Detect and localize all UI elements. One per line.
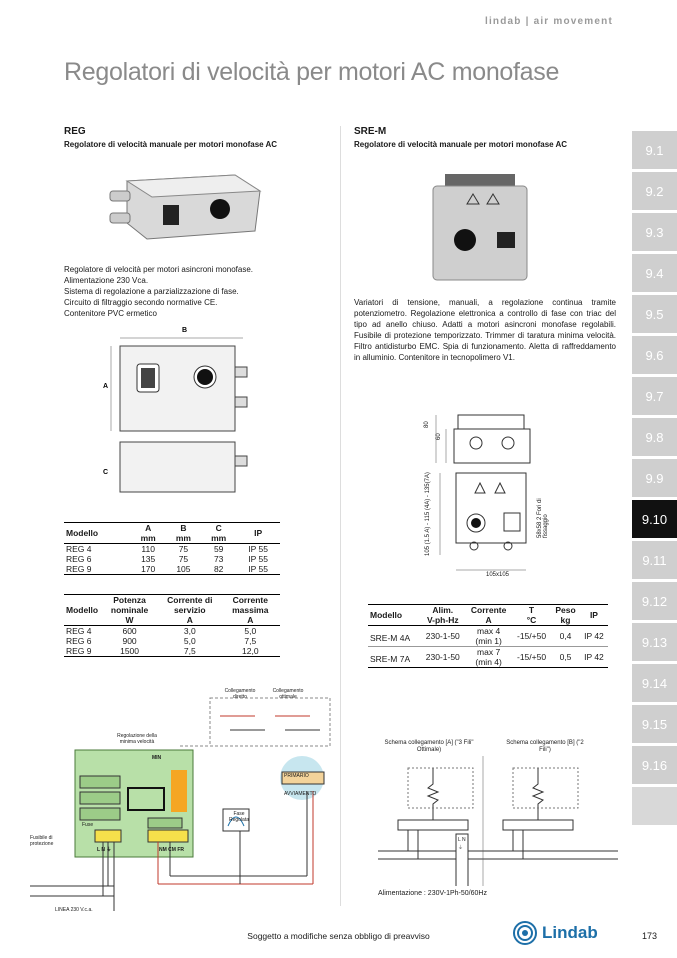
schema-b-label: Schema collegamento [B] ("2 Fili") [506, 740, 584, 753]
label-line: LINEA 230 V.c.a. [55, 907, 93, 913]
label-supply: Alimentazione : 230V-1Ph-50/60Hz [378, 890, 487, 897]
label-direct: Collegamento diretto [224, 688, 256, 700]
table-row: REG 6 135 75 73 IP 55 [66, 554, 268, 564]
dim-h2: 60 [436, 433, 442, 440]
tab-9-16[interactable]: 9.16 [632, 746, 677, 784]
th-power: Potenza nominale [110, 595, 149, 615]
th-current-max: Corrente massima [232, 595, 269, 615]
tab-9-15[interactable]: 9.15 [632, 705, 677, 743]
sre-schema-diagram [378, 756, 618, 886]
table-row: REG 4 600 3,0 5,0 [66, 626, 257, 636]
reg-product-photo [105, 167, 265, 247]
tab-9-11[interactable]: 9.11 [632, 541, 677, 579]
label-winding: AVVIAMENTO [284, 791, 317, 797]
tab-9-6[interactable]: 9.6 [632, 336, 677, 374]
reg-title: REG [64, 126, 86, 137]
footer-note: Soggetto a modifiche senza obbligo di preavviso [247, 931, 430, 941]
page-number: 173 [641, 931, 657, 941]
label-optimal: Collegamento ottimale [272, 688, 304, 700]
reg-dimensions-table [64, 522, 280, 575]
dim-b: B [182, 327, 188, 334]
sre-subtitle: Regolatore di velocità manuale per motori monofase AC [354, 140, 568, 149]
dim-c: C [103, 469, 109, 476]
label-fuse-short: Fuse [82, 822, 94, 828]
reg-subtitle: Regolatore di velocità manuale per motori monofase AC [64, 140, 278, 149]
label-min: MIN [152, 755, 162, 761]
table-row: SRE-M 7A 230-1-50 max 7 (min 4) -15/+50 0,5 IP 42 [368, 647, 608, 668]
sre-table: Modello Alim. Corrente T Peso IP V-ph-Hz A °C kg SRE-M 4A 230-1-50 max 4 (min 1) -15/+50 0,4 IP 42 SRE-M 7A 230-1-50 max 7 (min 4) -15/+50 0,5 IP 42 [368, 604, 608, 668]
tab-9-10[interactable]: 9.10 [632, 500, 677, 538]
reg-wiring-diagram [30, 686, 340, 916]
tab-9-12[interactable]: 9.12 [632, 582, 677, 620]
dim-holes: 58x58 2 Fori di fissaggio [537, 498, 549, 538]
lindab-logo [512, 920, 598, 946]
tab-9-13[interactable]: 9.13 [632, 623, 677, 661]
label-terminals-right: NM CM FR [159, 847, 184, 853]
label-ln: L N ⏚ [458, 837, 466, 851]
table-row: REG 9 1500 7,5 12,0 [66, 646, 259, 656]
sre-dimension-drawing [418, 405, 578, 585]
lindab-wordmark: Lindab [542, 923, 598, 942]
th-ip: IP [254, 528, 263, 538]
reg-electrical-table: Modello Potenza nominale Corrente di servizio Corrente massima W A A REG 4 600 3,0 5,0 REG 6 900 5,0 7,5 REG 9 1500 7,5 12,0 [64, 594, 280, 657]
tab-9-14[interactable]: 9.14 [632, 664, 677, 702]
th-current-service: Corrente di servizio [167, 595, 213, 615]
tab-empty [632, 787, 677, 825]
dim-h1: 80 [424, 421, 430, 428]
tab-9-1[interactable]: 9.1 [632, 131, 677, 169]
schema-a-label: Schema collegamento [A] ("3 Fili" Ottimale) [384, 740, 474, 753]
tab-9-9[interactable]: 9.9 [632, 459, 677, 497]
th-model: Modello [66, 528, 99, 538]
table-row: REG 9 170 105 82 IP 55 [66, 564, 268, 574]
dim-bottom: 105x105 [486, 572, 510, 578]
dim-a: A [103, 383, 109, 390]
sre-title: SRE-M [354, 126, 387, 137]
label-terminals-left: L N ⏚ [97, 847, 112, 853]
reg-dimension-drawing [95, 322, 265, 502]
chapter-tabs [632, 131, 677, 828]
tab-9-8[interactable]: 9.8 [632, 418, 677, 456]
tab-9-7[interactable]: 9.7 [632, 377, 677, 415]
page-title: Regolatori di velocità per motori AC monofase [64, 58, 560, 86]
th-unit: mm [175, 533, 191, 543]
tab-9-4[interactable]: 9.4 [632, 254, 677, 292]
table-row: REG 4 110 75 59 IP 55 [66, 544, 268, 554]
header-brand: lindab | air movement [484, 16, 613, 27]
th-unit: mm [211, 533, 227, 543]
label-phase: Fase Regolata [228, 811, 249, 823]
tab-9-3[interactable]: 9.3 [632, 213, 677, 251]
lindab-logo-icon [512, 920, 538, 946]
dim-side: 105 (1.5 A) - 115 (4A) - 135(7A) [425, 472, 431, 556]
tab-9-2[interactable]: 9.2 [632, 172, 677, 210]
th-unit: mm [140, 533, 156, 543]
sre-description: Variatori di tensione, manuali, a regolazione continua tramite potenziometro. Regolazione elettronica a controllo di fase con triac del tipo ad anello chiuso. Adatti a motori asincroni monofase regolabili. Fusibile di protezione temporizzato. Trimmer di taratura minima velocità. Filtro antidisturbo EMC. Spia di funzionamento. Aletta di raffreddamento in alluminio. Contenitore in tecnopolimero V1. [354, 298, 616, 362]
column-divider [340, 126, 341, 906]
label-fuse: Fusibile di protezione [30, 835, 54, 847]
label-primary: PRIMARIO [284, 773, 309, 779]
tab-9-5[interactable]: 9.5 [632, 295, 677, 333]
sre-product-photo [425, 170, 535, 282]
th-a: A [145, 523, 152, 533]
reg-description: Regolatore di velocità per motori asincroni monofase. Alimentazione 230 Vca. Sistema di regolazione a parzializzazione di fase. Circuito di filtraggio secondo normative CE. Contenitore PVC ermetico [64, 265, 253, 318]
label-min-speed: Regolazione della minima velocità [117, 733, 157, 745]
th-c: C [215, 523, 222, 533]
th-model: Modello [66, 605, 99, 615]
table-row: REG 6 900 5,0 7,5 [66, 636, 257, 646]
table-row: SRE-M 4A 230-1-50 max 4 (min 1) -15/+50 0,4 IP 42 [370, 626, 604, 646]
th-b: B [180, 523, 187, 533]
